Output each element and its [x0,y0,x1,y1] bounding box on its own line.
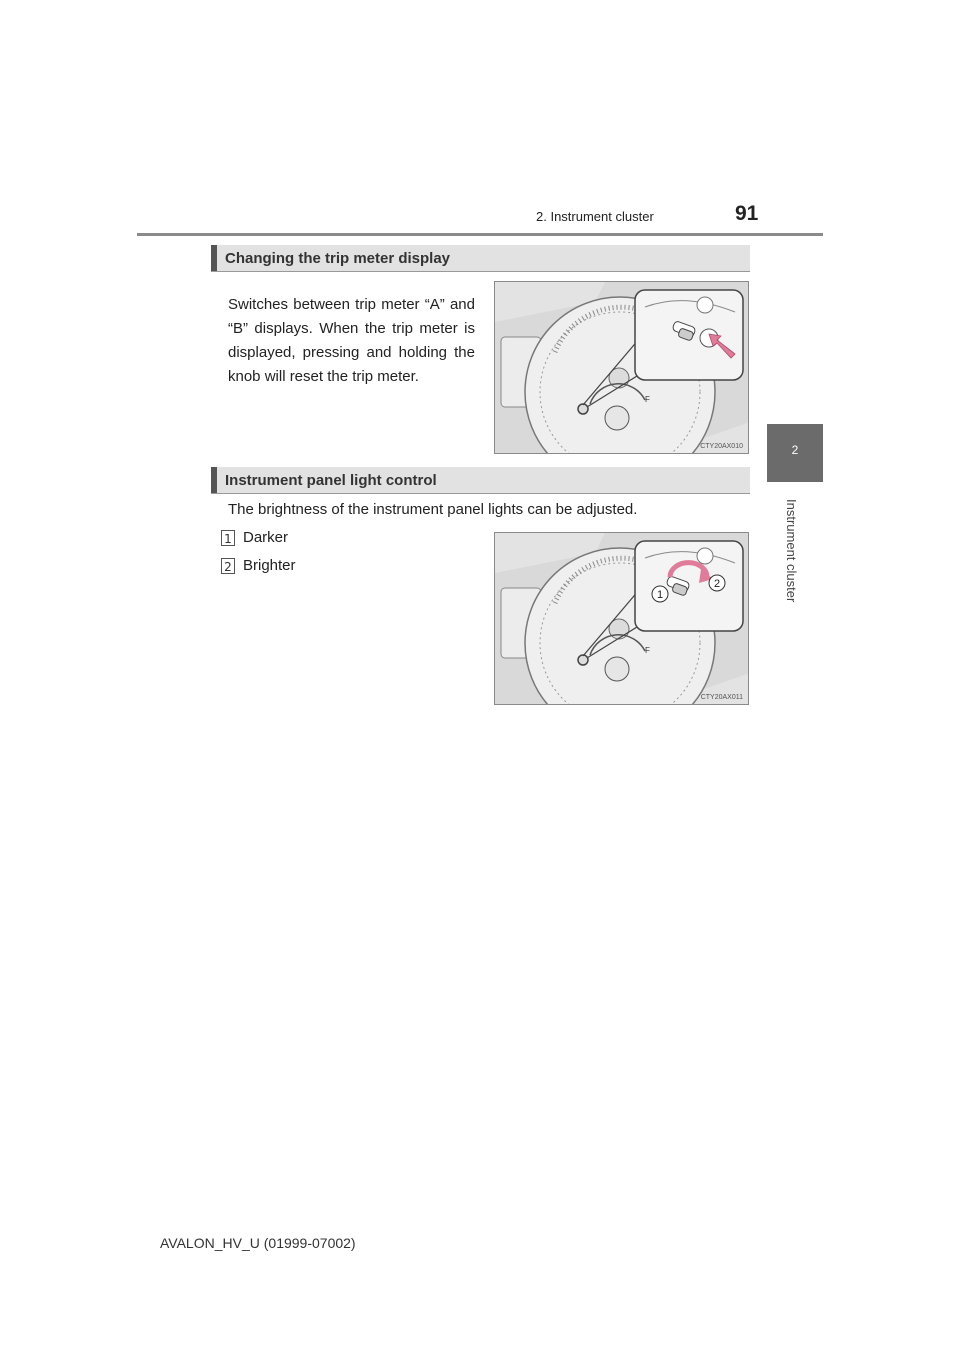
running-head: 2. Instrument cluster [536,209,654,224]
section-header-panel-light [211,467,750,494]
callout-2: 2 [713,578,721,590]
step-number-2: 2 [221,558,235,574]
fuel-gauge-f-label: F [645,646,650,655]
figure-code: CTY20AX011 [700,694,743,701]
instrument-cluster-knob-press-illustration [495,282,749,454]
page-number: 91 [735,202,759,225]
chapter-tab-number: 2 [791,443,799,457]
callout-1: 1 [656,589,664,601]
chapter-tab [767,424,823,482]
figure-panel-light [494,532,749,705]
figure-trip-meter [494,281,749,454]
instrument-cluster-knob-turn-illustration [495,533,749,705]
section-header-accent [211,467,217,493]
chapter-tab-label: Instrument cluster [784,499,799,603]
step-number-1: 1 [221,530,235,546]
fuel-gauge-f-label: F [645,395,650,404]
panel-light-paragraph: The brightness of the instrument panel lights can be adjusted. [228,501,638,518]
figure-code: CTY20AX010 [700,443,743,450]
header-rule [137,233,823,236]
trip-meter-paragraph: Switches between trip meter “A” and “B” displays. When the trip meter is displayed, pressing and holding the knob will reset the trip meter. [228,296,475,385]
section-title: Changing the trip meter display [225,250,451,267]
footer-doc-id: AVALON_HV_U (01999-07002) [160,1235,356,1251]
section-header-trip-meter [211,245,750,272]
section-title: Instrument panel light control [225,472,437,489]
step-label-darker: Darker [243,529,289,546]
step-label-brighter: Brighter [243,557,296,574]
section-header-accent [211,245,217,271]
